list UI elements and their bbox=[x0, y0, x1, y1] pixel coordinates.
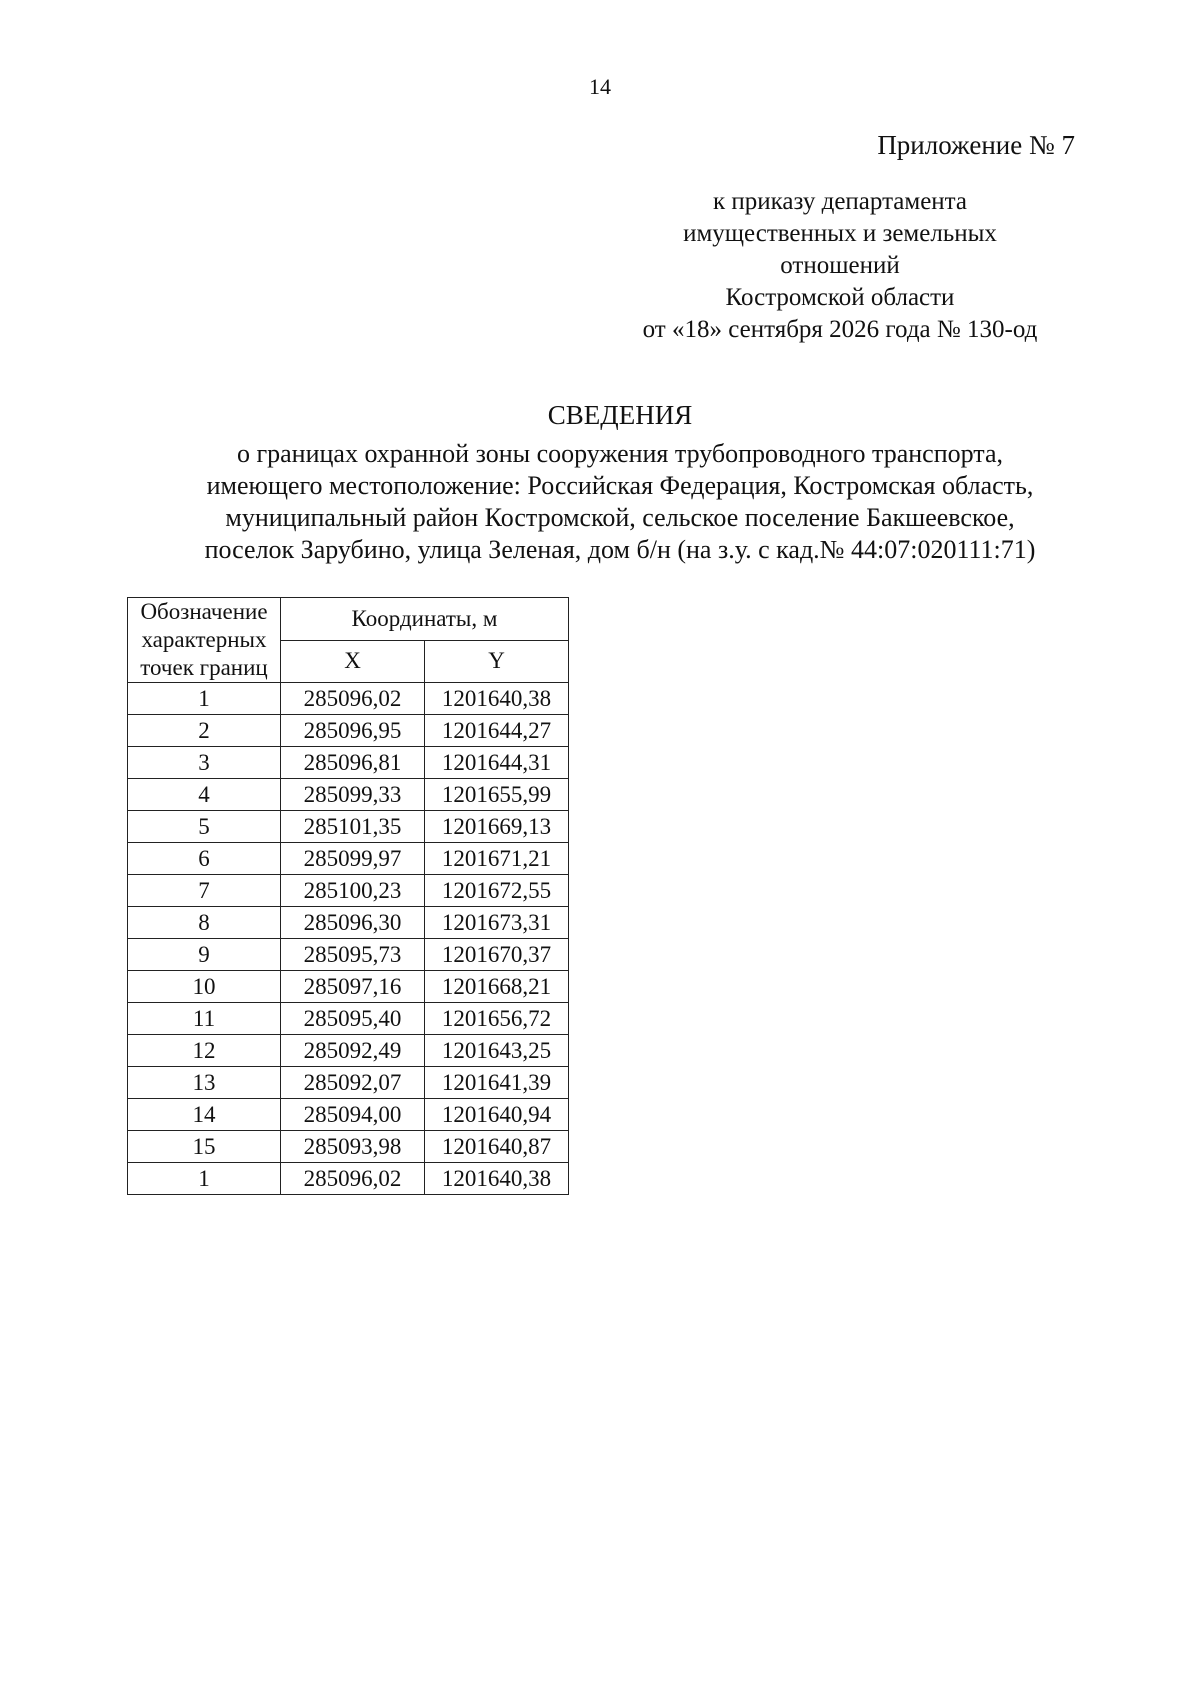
y-cell: 1201655,99 bbox=[425, 779, 569, 811]
x-cell: 285096,30 bbox=[281, 907, 425, 939]
table-row bbox=[128, 683, 569, 715]
y-cell: 1201640,38 bbox=[425, 1163, 569, 1195]
point-cell: 3 bbox=[128, 747, 281, 779]
table-row bbox=[128, 1099, 569, 1131]
point-cell: 10 bbox=[128, 971, 281, 1003]
coordinates-table-body bbox=[128, 683, 569, 1195]
x-cell: 285097,16 bbox=[281, 971, 425, 1003]
x-cell: 285101,35 bbox=[281, 811, 425, 843]
point-cell: 7 bbox=[128, 875, 281, 907]
x-cell: 285096,02 bbox=[281, 683, 425, 715]
table-row bbox=[128, 1003, 569, 1035]
x-cell: 285096,95 bbox=[281, 715, 425, 747]
point-cell: 6 bbox=[128, 843, 281, 875]
x-cell: 285099,33 bbox=[281, 779, 425, 811]
point-cell: 5 bbox=[128, 811, 281, 843]
point-cell: 2 bbox=[128, 715, 281, 747]
order-reference bbox=[610, 186, 1070, 346]
y-cell: 1201640,94 bbox=[425, 1099, 569, 1131]
table-row bbox=[128, 907, 569, 939]
y-cell: 1201669,13 bbox=[425, 811, 569, 843]
header-y: Y bbox=[425, 640, 569, 683]
document-title: СВЕДЕНИЯ bbox=[547, 400, 693, 430]
table-row bbox=[128, 811, 569, 843]
x-cell: 285095,73 bbox=[281, 939, 425, 971]
table-row bbox=[128, 843, 569, 875]
y-cell: 1201672,55 bbox=[425, 875, 569, 907]
page-number: 14 bbox=[589, 74, 611, 99]
table-row bbox=[128, 779, 569, 811]
y-cell: 1201670,37 bbox=[425, 939, 569, 971]
y-cell: 1201644,27 bbox=[425, 715, 569, 747]
x-cell: 285092,07 bbox=[281, 1067, 425, 1099]
point-cell: 15 bbox=[128, 1131, 281, 1163]
y-cell: 1201640,38 bbox=[425, 683, 569, 715]
table-row bbox=[128, 939, 569, 971]
subtitle-line: поселок Зарубино, улица Зеленая, дом б/н (на з.у. с кад.№ 44:07:020111:71) bbox=[204, 535, 1036, 564]
x-cell: 285093,98 bbox=[281, 1131, 425, 1163]
subtitle-line: муниципальный район Костромской, сельское поселение Бакшеевское, bbox=[225, 503, 1015, 532]
point-cell: 8 bbox=[128, 907, 281, 939]
table-row bbox=[128, 1131, 569, 1163]
x-cell: 285092,49 bbox=[281, 1035, 425, 1067]
y-cell: 1201673,31 bbox=[425, 907, 569, 939]
table-row bbox=[128, 1067, 569, 1099]
point-cell: 4 bbox=[128, 779, 281, 811]
order-reference-line: имущественных и земельных bbox=[683, 220, 997, 247]
y-cell: 1201644,31 bbox=[425, 747, 569, 779]
subtitle-line: имеющего местоположение: Российская Федерация, Костромская область, bbox=[206, 471, 1034, 500]
header-point-designation: Обозначение характерных точек границ bbox=[128, 598, 281, 683]
point-cell: 13 bbox=[128, 1067, 281, 1099]
table-row bbox=[128, 971, 569, 1003]
y-cell: 1201643,25 bbox=[425, 1035, 569, 1067]
appendix-label: Приложение № 7 bbox=[877, 130, 1075, 160]
header-coordinates: Координаты, м bbox=[281, 598, 569, 641]
x-cell: 285094,00 bbox=[281, 1099, 425, 1131]
table-row bbox=[128, 1035, 569, 1067]
y-cell: 1201671,21 bbox=[425, 843, 569, 875]
point-cell: 12 bbox=[128, 1035, 281, 1067]
order-reference-line: к приказу департамента bbox=[712, 188, 968, 215]
point-cell: 9 bbox=[128, 939, 281, 971]
table-row bbox=[128, 875, 569, 907]
point-cell: 1 bbox=[128, 683, 281, 715]
order-reference-line: Костромской области bbox=[725, 284, 955, 311]
table-row bbox=[128, 747, 569, 779]
point-cell: 1 bbox=[128, 1163, 281, 1195]
document-subtitle bbox=[0, 438, 1200, 566]
point-cell: 14 bbox=[128, 1099, 281, 1131]
y-cell: 1201640,87 bbox=[425, 1131, 569, 1163]
x-cell: 285100,23 bbox=[281, 875, 425, 907]
order-reference-line: от «18» сентября 2026 года № 130-од bbox=[642, 316, 1038, 343]
order-reference-line: отношений bbox=[780, 252, 900, 279]
coordinates-table bbox=[127, 597, 569, 1195]
table-row bbox=[128, 715, 569, 747]
y-cell: 1201641,39 bbox=[425, 1067, 569, 1099]
y-cell: 1201656,72 bbox=[425, 1003, 569, 1035]
x-cell: 285096,81 bbox=[281, 747, 425, 779]
y-cell: 1201668,21 bbox=[425, 971, 569, 1003]
x-cell: 285095,40 bbox=[281, 1003, 425, 1035]
table-row bbox=[128, 1163, 569, 1195]
x-cell: 285099,97 bbox=[281, 843, 425, 875]
header-x: X bbox=[281, 640, 425, 683]
x-cell: 285096,02 bbox=[281, 1163, 425, 1195]
subtitle-line: о границах охранной зоны сооружения трубопроводного транспорта, bbox=[236, 439, 1004, 468]
point-cell: 11 bbox=[128, 1003, 281, 1035]
